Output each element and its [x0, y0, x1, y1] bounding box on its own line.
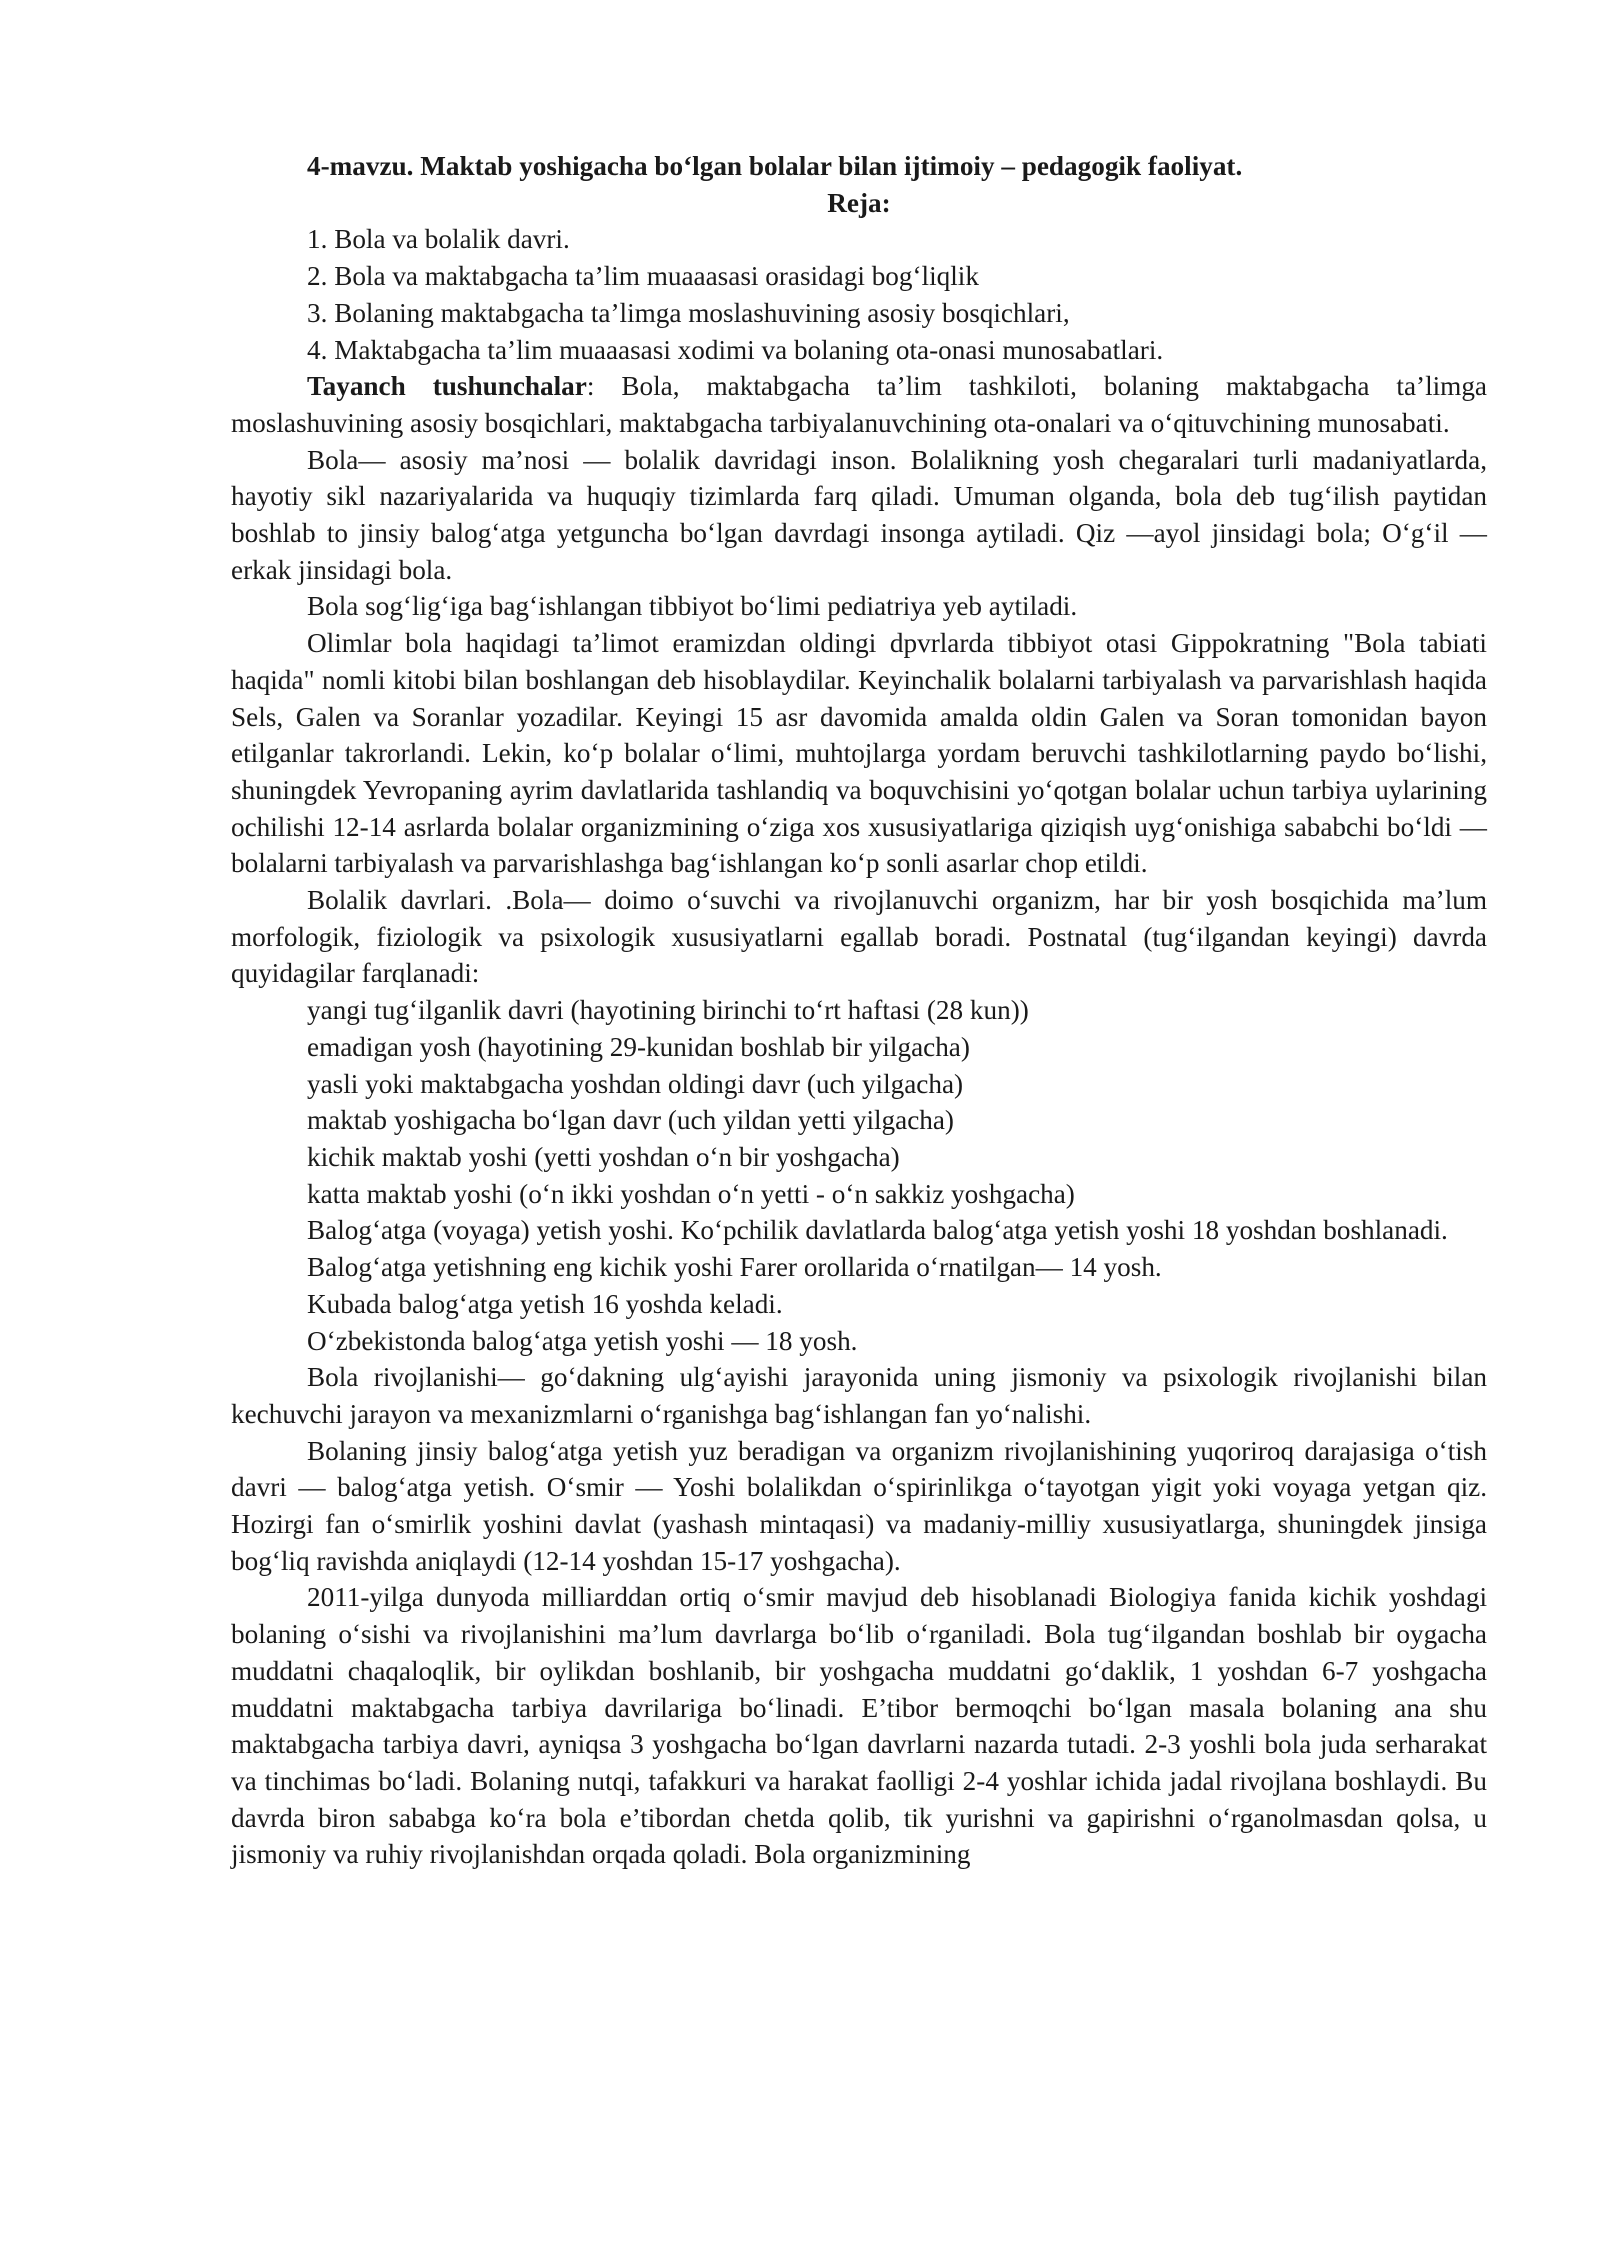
plan-item: 2. Bola va maktabgacha ta’lim muaaasasi orasidagi bog‘liqlik	[307, 261, 979, 292]
paragraph: Bola rivojlanishi— go‘dakning ulg‘ayishi jarayonida uning jismoniy va psixologik rivojlanishi bilan kechuvchi jarayon va mexanizmlarni o‘rganishga bag‘ishlangan fan yo‘nalishi.	[231, 1362, 1487, 1429]
paragraph: Olimlar bola haqidagi ta’limot eramizdan oldingi dpvrlarda tibbiyot otasi Gippokratning "Bola tabiati haqida" nomli kitobi bilan boshlangan deb hisoblaydilar. Keyinchalik bolalarni tarbiyalash va parvarishlash haqida Sels, Galen va Soranlar yozadilar. Keyingi 15 asr davomida amalda oldin Galen va Soran tomonidan bayon etilganlar takrorlandi. Lekin, ko‘p bolalar o‘limi, muhtojlarga yordam beruvchi tashkilotlarning paydo bo‘lishi, shuningdek Yevropaning ayrim davlatlarida tashlandiq va boquvchisini yo‘qotgan bolalar uchun tarbiya uylarining ochilishi 12-14 asrlarda bolalar organizmining o‘ziga xos xususiyatlariga qiziqish uyg‘onishiga sababchi bo‘ldi — bolalarni tarbiyalash va parvarishlashga bag‘ishlangan ko‘p sonli asarlar chop etildi.	[231, 628, 1487, 879]
paragraph: Bolalik davrlari. .Bola— doimo o‘suvchi va rivojlanuvchi organizm, har bir yosh bosqichida ma’lum morfologik, fiziologik va psixologik xususiyatlarni egallab boradi. Postnatal (tug‘ilgandan keyingi) davrda quyidagilar farqlanadi:	[231, 885, 1487, 989]
period-item: yangi tug‘ilganlik davri (hayotining birinchi to‘rt haftasi (28 kun))	[307, 995, 1029, 1026]
paragraph: Balog‘atga yetishning eng kichik yoshi Farer orollarida o‘rnatilgan— 14 yosh.	[307, 1252, 1162, 1283]
period-item: maktab yoshigacha bo‘lgan davr (uch yildan yetti yilgacha)	[307, 1105, 954, 1136]
period-item: katta maktab yoshi (o‘n ikki yoshdan o‘n yetti - o‘n sakkiz yoshgacha)	[307, 1178, 1075, 1209]
key-terms-paragraph	[231, 368, 1487, 441]
plan-heading: Reja:	[827, 187, 891, 218]
plan-item: 3. Bolaning maktabgacha ta’limga moslashuvining asosiy bosqichlari,	[307, 297, 1070, 328]
paragraph: Bolaning jinsiy balog‘atga yetish yuz beradigan va organizm rivojlanishining yuqoriroq darajasiga o‘tish davri — balog‘atga yetish. O‘smir — Yoshi bolalikdan o‘spirinlikga o‘tayotgan yigit yoki voyaga yetgan qiz. Hozirgi fan o‘smirlik yoshini davlat (yashash mintaqasi) va madaniy-milliy xususiyatlarga, shuningdek jinsiga bog‘liq ravishda aniqlaydi (12-14 yoshdan 15-17 yoshgacha).	[231, 1435, 1487, 1576]
paragraph: Bola sog‘lig‘iga bag‘ishlangan tibbiyot bo‘limi pediatriya yeb aytiladi.	[307, 591, 1078, 622]
paragraph: 2011-yilga dunyoda milliarddan ortiq o‘smir mavjud deb hisoblanadi Biologiya fanida kichik yoshdagi bolaning o‘sishi va rivojlanishini ma’lum davrlarga bo‘lib o‘rganiladi. Bola tug‘ilgandan boshlab bir oygacha muddatni chaqaloqlik, bir oylikdan boshlanib, bir yoshgacha muddatni go‘daklik, 1 yoshdan 6-7 yoshgacha muddatni maktabgacha tarbiya davrilariga bo‘linadi. E’tibor bermoqchi bo‘lgan masala bolaning ana shu maktabgacha tarbiya davri, ayniqsa 3 yoshgacha bo‘lgan davrlarni nazarda tutadi. 2-3 yoshli bola juda serharakat va tinchimas bo‘ladi. Bolaning nutqi, tafakkuri va harakat faolligi 2-4 yoshlar ichida jadal rivojlana boshlaydi. Bu davrda biron sababga ko‘ra bola e’tibordan chetda qolib, tik yurishni va gapirishni o‘rganolmasdan qolsa, u jismoniy va ruhiy rivojlanishdan orqada qoladi. Bola organizmining	[231, 1582, 1487, 1870]
key-terms-label: Tayanch tushunchalar	[307, 371, 587, 402]
document-page	[231, 148, 1487, 1873]
key-terms-text: : Bola, maktabgacha ta’lim tashkiloti, bolaning maktabgacha ta’limga moslashuvining asosiy bosqichlari, maktabgacha tarbiyalanuvchining ota-onalari va o‘qituvchining munosabati.	[231, 371, 1487, 438]
period-item: yasli yoki maktabgacha yoshdan oldingi davr (uch yilgacha)	[307, 1068, 964, 1099]
paragraph: Balog‘atga (voyaga) yetish yoshi. Ko‘pchilik davlatlarda balog‘atga yetish yoshi 18 yoshdan boshlanadi.	[307, 1215, 1448, 1246]
paragraph: Kubada balog‘atga yetish 16 yoshda keladi.	[307, 1288, 783, 1319]
plan-item: 1. Bola va bolalik davri.	[307, 224, 570, 255]
period-item: kichik maktab yoshi (yetti yoshdan o‘n bir yoshgacha)	[307, 1141, 900, 1172]
paragraph: Bola— asosiy ma’nosi — bolalik davridagi inson. Bolalikning yosh chegaralari turli madaniyatlarda, hayotiy sikl nazariyalarida va huquqiy tizimlarda farq qiladi. Umuman olganda, bola deb tug‘ilish paytidan boshlab to jinsiy balog‘atga yetguncha bo‘lgan davrdagi insonga aytiladi. Qiz —ayol jinsidagi bola; O‘g‘il — erkak jinsidagi bola.	[231, 444, 1487, 585]
plan-item: 4. Maktabgacha ta’lim muaaasasi xodimi va bolaning ota-onasi munosabatlari.	[307, 334, 1164, 365]
period-item: emadigan yosh (hayotining 29-kunidan boshlab bir yilgacha)	[307, 1031, 970, 1062]
lecture-title: 4-mavzu. Maktab yoshigacha bo‘lgan bolalar bilan ijtimoiy – pedagogik faoliyat.	[307, 151, 1243, 181]
paragraph: O‘zbekistonda balog‘atga yetish yoshi — 18 yosh.	[307, 1325, 858, 1356]
